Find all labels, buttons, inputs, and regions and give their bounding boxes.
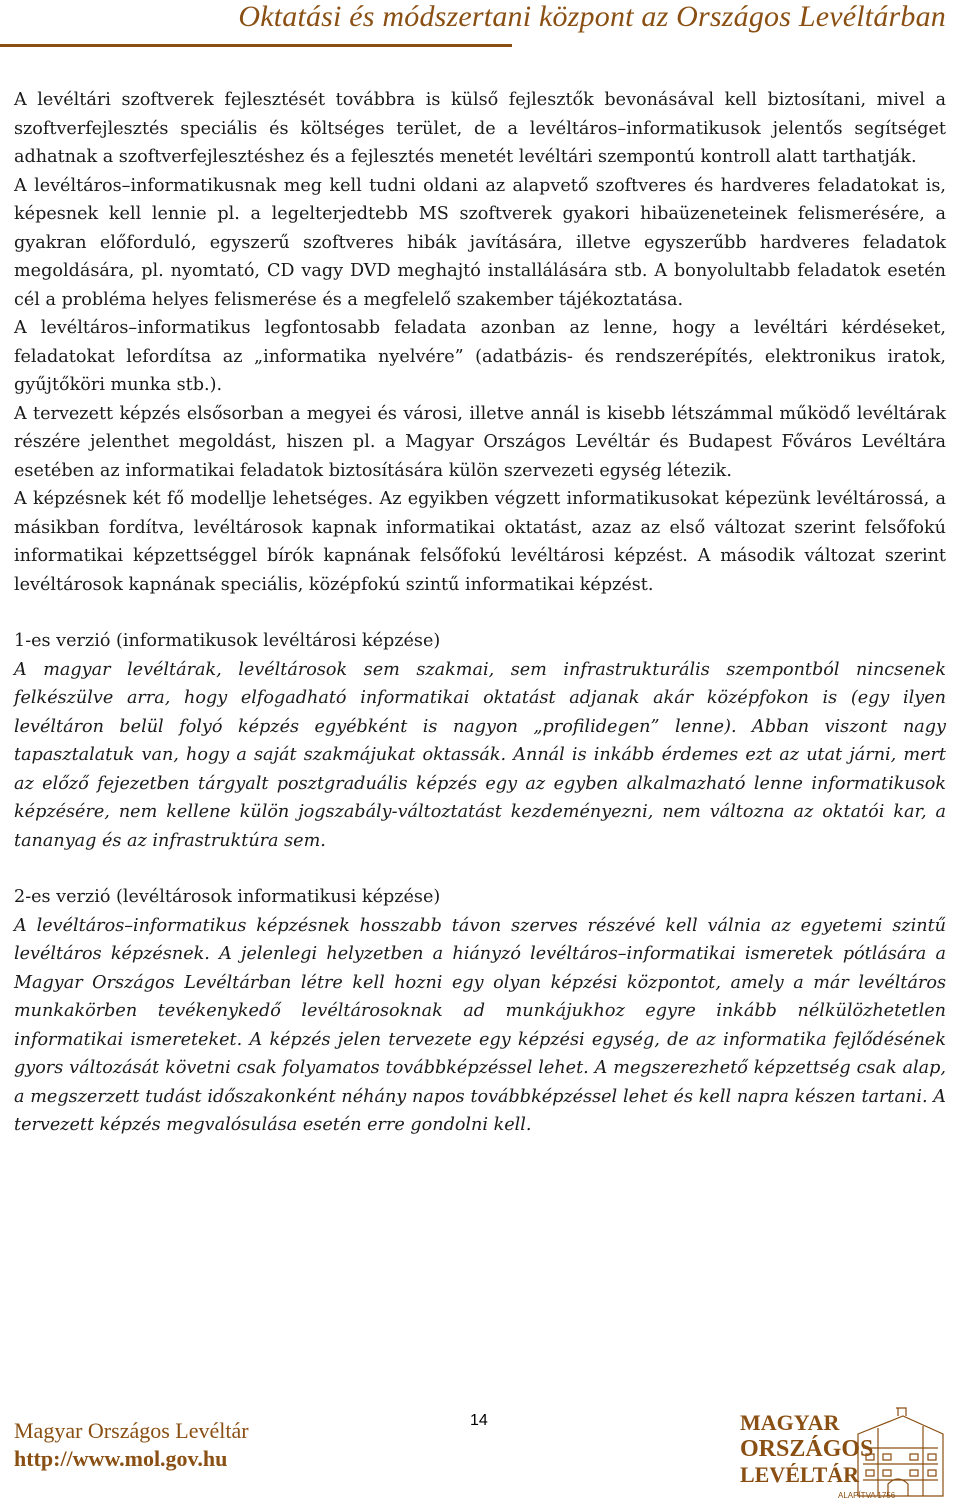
paragraph: A levéltáros–informatikusnak meg kell tudni oldani az alapvető szoftveres és hardveres feladatokat is, képesnek kell lennie pl. a legelterjedtebb MS szoftverek gyakori hibaüzeneteinek felismerésére, a gyakran előforduló, egyszerű szoftveres hibák javítására, illetve egyszerűbb hardveres feladatok megoldására, pl. nyomtató, CD vagy DVD meghajtó installálására stb. A bonyolultabb feladatok esetén cél a probléma helyes felismerése és a megfelelő szakember tájékoztatása. <box>14 175 946 310</box>
header-title: Oktatási és módszertani központ az Országos Levéltárban <box>238 0 946 33</box>
document-body <box>14 86 946 1140</box>
logo-founded-text: ALAPÍTVA 1756 <box>838 1491 896 1500</box>
paragraph: A levéltári szoftverek fejlesztését továbbra is külső fejlesztők bevonásával kell biztosítani, mivel a szoftverfejlesztés speciális és költséges terület, de a levéltáros–informatikusok jelentős segítséget adhatnak a szoftverfejlesztéshez és a fejlesztés menetét levéltári szempontú kontroll alatt tarthatják. <box>14 90 946 167</box>
page-header <box>0 0 960 48</box>
logo-text-line3: LEVÉLTÁR <box>740 1462 860 1487</box>
section-heading-version-2: 2-es verzió (levéltárosok informatikusi képzése) <box>14 887 441 907</box>
paragraph: A képzésnek két fő modellje lehetséges. Az egyikben végzett informatikusokat képezünk levéltárossá, a másikban fordítva, levéltárosok kapnak informatikai oktatást, azaz az első változat szerint felsőfokú informatikai képzettséggel bírók kapnának felsőfokú levéltárosi képzést. A második változat szerint levéltárosok kapnának speciális, középfokú szintű informatikai képzést. <box>14 489 946 595</box>
section-body-version-1: A magyar levéltárak, levéltárosok sem szakmai, sem infrastrukturális szempontból nincsenek felkészülve arra, hogy elfogadható informatikai oktatást adjanak akár középfokon is (egy ilyen levéltáron belül folyó képzés egyébként is nagyon „profilidegen” lenne). Abban viszont nagy tapasztalatuk van, hogy a saját szakmájukat oktassák. Annál is inkább érdemes ezt az utat járni, mert az előző fejezetben tárgyalt posztgraduális képzés egy az egyben alkalmazható lenne informatikusok képzésére, nem kellene külön jogszabály-változtatást kezdeményezni, nem változna az oktatói kar, a tananyag és az infrastruktúra sem. <box>14 659 946 851</box>
page-number: 14 <box>470 1412 488 1429</box>
header-rule <box>0 44 512 47</box>
footer-url-link[interactable]: http://www.mol.gov.hu <box>14 1446 228 1471</box>
logo-text-line2: ORSZÁGOS <box>740 1436 874 1462</box>
paragraph: A levéltáros–informatikus legfontosabb feladata azonban az lenne, hogy a levéltári kérdéseket, feladatokat lefordítsa az „informatika nyelvére” (adatbázis- és rendszerépítés, elektronikus iratok, gyűjtőköri munka stb.). <box>14 318 946 395</box>
footer-organization: Magyar Országos Levéltár <box>14 1418 249 1443</box>
paragraph: A tervezett képzés elsősorban a megyei és városi, illetve annál is kisebb létszámmal működő levéltárak részére jelenthet megoldást, hiszen pl. a Magyar Országos Levéltár és Budapest Főváros Levéltára esetében az informatikai feladatok biztosítására külön szervezeti egység létezik. <box>14 403 946 481</box>
section-heading-version-1: 1-es verzió (informatikusok levéltárosi képzése) <box>14 631 441 651</box>
archive-logo <box>738 1404 948 1504</box>
logo-text-line1: MAGYAR <box>740 1410 840 1435</box>
section-body-version-2: A levéltáros–informatikus képzésnek hosszabb távon szerves részévé kell válnia az egyetemi szintű levéltáros képzésnek. A jelenlegi helyzetben a hiányzó levéltáros–informatikai ismeretek pótlására a Magyar Országos Levéltárban létre kell hozni egy olyan képzési központot, amely a már levéltáros munkakörben tevékenykedő levéltárosoknak ad munkájukhoz egyre inkább nélkülözhetetlen informatikai ismereteket. A képzés jelen tervezete egy képzési egység, de az informatika fejlődésének gyors változását követni csak folyamatos továbbképzéssel lehet. A megszerezhető képzettség csak alap, a megszerzett tudást időszakonként néhány napos továbbképzéssel lehet és kell napra készen tartani. A tervezett képzés megvalósulása esetén erre gondolni kell. <box>14 915 946 1135</box>
archive-logo-graphic <box>738 1404 948 1504</box>
